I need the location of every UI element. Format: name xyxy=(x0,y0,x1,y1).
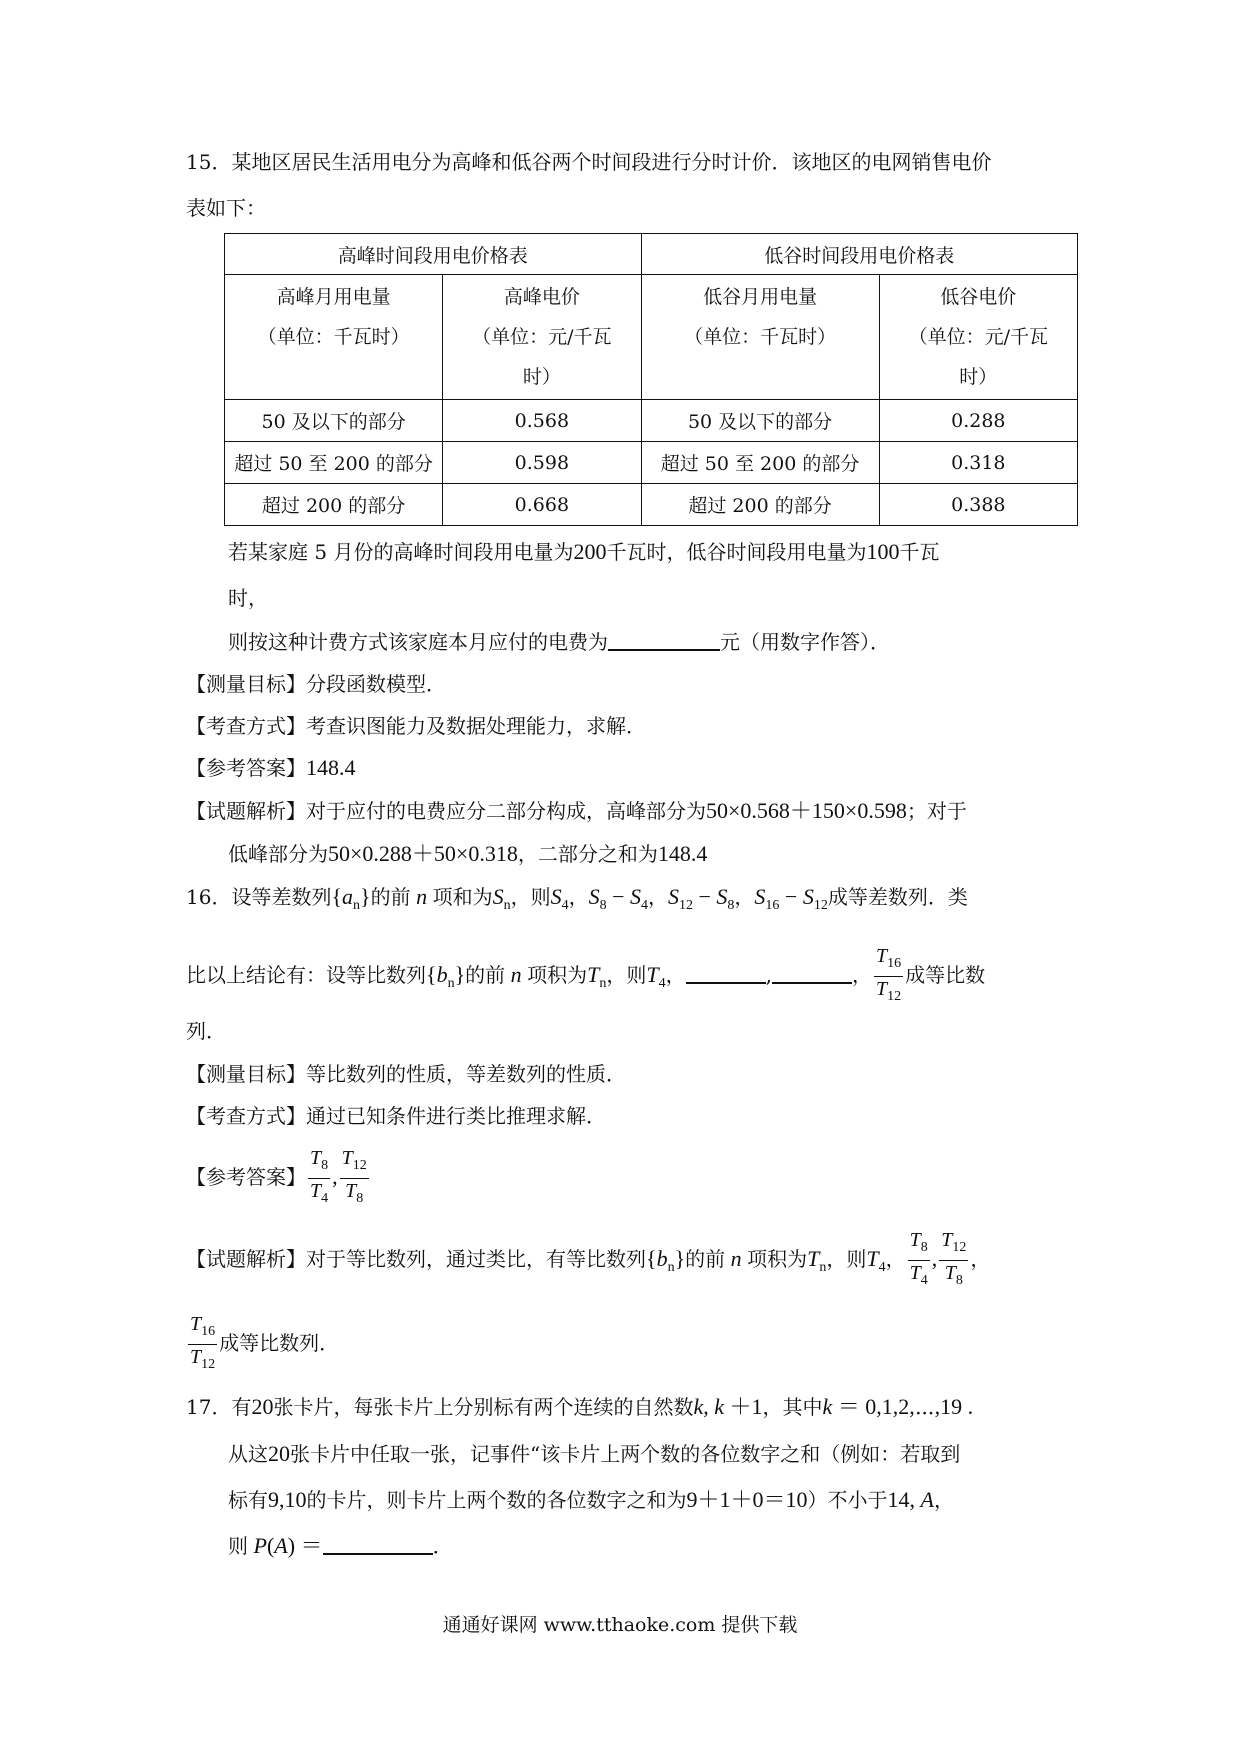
q16-answer: 【参考答案】 $\frac{T_8}{T_4}$ , $\frac{T_{12}}{T_8}$ xyxy=(186,1147,367,1206)
valley-range-cell: 50 及以下的部分 xyxy=(641,400,879,442)
peak-price-cell: 0.598 xyxy=(443,442,641,484)
valley-range-cell: 超过 200 的部分 xyxy=(641,484,879,526)
q15-text-line1: 15．某地区居民生活用电分为高峰和低谷两个时间段进行分时计价．该地区的电网销售电价 xyxy=(186,150,992,174)
q17-line1: 17．有20张卡片，每张卡片上分别标有两个连续的自然数k, k ＋1，其中k ＝ 0,1,2,⋯,19 . xyxy=(186,1394,974,1419)
q16-line1: 16．设等差数列$\{a_n\}$的前 n 项和为$S_n$，则$S_4$，$S_8 - S_4$，$S_{12} - S_8$，$S_{16} - S_{12}$成等差数列．类 xyxy=(186,884,968,913)
peak-range-cell: 超过 200 的部分 xyxy=(225,484,443,526)
peak-price-cell: 0.668 xyxy=(443,484,641,526)
q15-question-line: 则按这种计费方式该家庭本月应付的电费为 元（用数字作答）． xyxy=(228,630,890,654)
q15-method: 【考查方式】考查识图能力及数据处理能力，求解． xyxy=(186,714,646,738)
q15-answer: 【参考答案】148.4 xyxy=(186,755,356,780)
q16-analysis-line2: $\frac{T_{16}}{T_{12}}$ 成等比数列． xyxy=(190,1313,340,1372)
table-row xyxy=(225,400,1078,442)
table-row xyxy=(225,484,1078,526)
valley-price-header: 低谷电价 （单位：元/千瓦 时） xyxy=(879,275,1077,400)
peak-usage-header: 高峰月用电量 （单位：千瓦时） xyxy=(225,275,443,400)
valley-price-cell: 0.288 xyxy=(879,400,1077,442)
q15-condition-line2: 时， xyxy=(228,586,268,610)
valley-price-cell: 0.318 xyxy=(879,442,1077,484)
q16-target: 【测量目标】等比数列的性质，等差数列的性质． xyxy=(186,1062,626,1086)
peak-price-header: 高峰电价 （单位：元/千瓦 时） xyxy=(443,275,641,400)
answer-blank xyxy=(608,629,720,651)
q16-analysis-line1: 【试题解析】对于等比数列，通过类比，有等比数列$\{b_n\}$的前 n 项积为$T_n$，则$T_4$， $\frac{T_8}{T_4}$ , $\frac{T_{12}}{T_8}$ ， xyxy=(186,1229,991,1288)
answer-blank xyxy=(323,1533,433,1555)
q17-line4: 则 P(A) ＝ ． xyxy=(228,1533,453,1558)
q15-target: 【测量目标】分段函数模型． xyxy=(186,672,446,696)
page-footer: 通通好课网 www.tthaoke.com 提供下载 xyxy=(442,1614,798,1636)
peak-range-cell: 超过 50 至 200 的部分 xyxy=(225,442,443,484)
q16-line3: 列． xyxy=(186,1019,226,1043)
valley-price-cell: 0.388 xyxy=(879,484,1077,526)
answer-blank xyxy=(772,962,852,984)
q15-condition-line1: 若某家庭 5 月份的高峰时间段用电量为200千瓦时，低谷时间段用电量为100千瓦 xyxy=(228,539,940,564)
peak-range-cell: 50 及以下的部分 xyxy=(225,400,443,442)
q15-analysis-line1: 【试题解析】对于应付的电费应分二部分构成，高峰部分为50×0.568＋150×0.598；对于 xyxy=(186,798,967,823)
valley-range-cell: 超过 50 至 200 的部分 xyxy=(641,442,879,484)
q16-method: 【考查方式】通过已知条件进行类比推理求解． xyxy=(186,1104,606,1128)
q16-line2: 比以上结论有：设等比数列$\{b_n\}$的前 n 项积为$T_n$，则$T_4$， , ， $\frac{T_{16}}{T_{12}}$ 成等比数 xyxy=(186,945,986,1004)
peak-table-title: 高峰时间段用电价格表 xyxy=(225,234,642,275)
valley-usage-header: 低谷月用电量 （单位：千瓦时） xyxy=(641,275,879,400)
peak-price-cell: 0.568 xyxy=(443,400,641,442)
table-row xyxy=(225,442,1078,484)
q15-analysis-line2: 低峰部分为50×0.288＋50×0.318，二部分之和为148.4 xyxy=(228,841,708,866)
valley-table-title: 低谷时间段用电价格表 xyxy=(641,234,1077,275)
q15-text-line2: 表如下： xyxy=(186,196,266,220)
answer-blank xyxy=(686,962,766,984)
q17-line2: 从这20张卡片中任取一张，记事件“该卡片上两个数的各位数字之和（例如：若取到 xyxy=(228,1441,961,1466)
price-table xyxy=(224,233,1078,526)
q17-line3: 标有9,10的卡片，则卡片上两个数的各位数字之和为9＋1＋0＝10）不小于14, A， xyxy=(228,1487,954,1512)
